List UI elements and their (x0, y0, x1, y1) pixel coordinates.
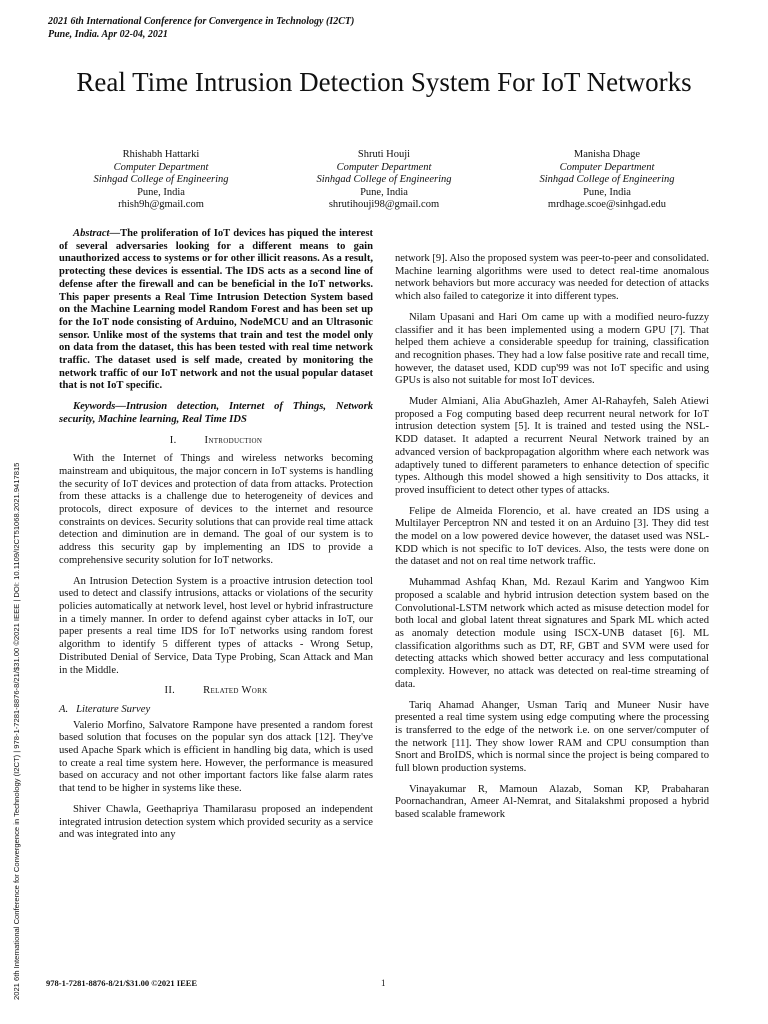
footer-isbn: 978-1-7281-8876-8/21/$31.00 ©2021 IEEE (46, 978, 198, 988)
paragraph: Nilam Upasani and Hari Om came up with a modified neuro-fuzzy classifier and it has been implemented using a modern GPU [7]. That helped them achieve a considerable speedup for training, classification and recognition phases. They had a low false positive rate and recall time, however, the dataset used, KDD cup'99 was not IoT specific and using GPUs is also not suitable for most IoT devices. (395, 311, 709, 387)
section-heading-introduction (59, 435, 373, 448)
author-block (50, 149, 718, 212)
author-college: Sinhgad College of Engineering (539, 174, 675, 185)
author-name: Manisha Dhage (573, 149, 641, 160)
author-department: Computer Department (336, 161, 432, 173)
right-column (395, 253, 709, 830)
paragraph: Muhammad Ashfaq Khan, Md. Rezaul Karim and Yangwoo Kim proposed a scalable and hybrid intrusion detection system based on the Convolutional-LSTM network which acted as misuse detection model for both local and global latent threat signatures and Spark ML which acted as anomaly detection module using ISCX-UNB dataset [6]. ML classification algorithms such as DT, RF, GBT and SVM were used for detecting attacks which showed better accuracy and less computational complexity. However, no attack was detected on real-time streaming of data. (395, 577, 709, 690)
conference-header (48, 15, 354, 41)
author-email[interactable]: rhish9h@gmail.com (118, 199, 204, 210)
left-column (59, 228, 373, 850)
paragraph: Shiver Chawla, Geethapriya Thamilarasu proposed an independent integrated intrusion detection system which provided security as a service and was integrated into any (59, 803, 373, 841)
paragraph: Tariq Ahamad Ahanger, Usman Tariq and Muneer Nusir have presented a real time system using edge computing where the processing is transferred to the edge of the network i.e. on one server/computer of the network [11]. They show lower RAM and CPU consumption than Snort and BroIDS, which is normal since the project is being compared to full blown production systems. (395, 699, 709, 775)
keywords: Keywords—Intrusion detection, Internet of Things, Network security, Machine learning, Real Time IDS (59, 401, 373, 425)
section-title: Related Work (203, 685, 268, 697)
conference-name: 2021 6th International Conference for Convergence in Technology (I2CT) (48, 16, 355, 27)
author-department: Computer Department (113, 161, 209, 173)
side-doi-stamp: 2021 6th International Conference for Convergence in Technology (I2CT) | 978-1-7281-8876-8/21/$31.00 ©2021 IEEE | DOI: 10.1109/I2CT51068.2021.9417815 (12, 462, 21, 1000)
author-name: Shruti Houji (357, 149, 411, 160)
abstract-text: —The proliferation of IoT devices has piqued the interest of several adversaries looking for a different means to gain unauthorized access to systems or for other illicit reasons. As a result, protecting these devices is essential. The IDS acts as a second line of defense after the firewall and can be beneficial in the IoT networks. This paper presents a Real Time Intrusion Detection System based on the Machine Learning model Random Forest and has been set up for the IoT node consisting of Arduino, NodeMCU and an Ultrasonic sensor. Unlike most of the systems that train and test the model only on data from the dataset, this has been tested with real time network traffic. The dataset used is self made, created by monitoring the network traffic of our IoT network and not the usual popular dataset that is not IoT specific. (59, 228, 373, 392)
paragraph: Felipe de Almeida Florencio, et al. have created an IDS using a Multilayer Perceptron NN and tested it on an Arduino [3]. They did test the model on a low powered device however, the dataset used was NSL-KDD which is not specific to IoT devices. Also, the tests were done on the dataset and not on real time network traffic. (395, 505, 709, 568)
paragraph: Muder Almiani, Alia AbuGhazleh, Amer Al-Rahayfeh, Saleh Atiewi proposed a Fog computing based deep recurrent neural network for IoT intrusion detection system [5]. It is trained and tested using the NSL-KDD dataset. It adapted a recurrent Neural Network trained by an advanced version of backpropagation algorithm where each network was adaptively tuned to different parameters to enhance detection of specific types. Although this model showed a high sensitivity to Dos attacks, it proved insufficient to detect other types of attacks. (395, 396, 709, 496)
paper-title: Real Time Intrusion Detection System For IoT Networks (76, 67, 692, 97)
subsection-number: A. (59, 703, 69, 715)
author-email[interactable]: mrdhage.scoe@sinhgad.edu (547, 199, 667, 210)
section-title: Introduction (204, 434, 263, 446)
author-city: Pune, India (137, 186, 185, 198)
section-number: I. (169, 434, 177, 446)
abstract-lead: Abstract (73, 228, 110, 239)
paragraph: With the Internet of Things and wireless networks becoming mainstream and ubiquitous, the major concern in IoT systems is handling the security of IoT devices and protection of data from attacks. Protection from these attacks is a challenge due to heterogeneity of devices and protocols, direct exposure of devices to the internet and resource constraints on devices. Security solutions that can provide real time attack detection and diminution are in demand. The goal of our system is to address this security gap by implementing an IDS to provide a comprehensive security solution for IoT networks. (59, 453, 373, 566)
author-department: Computer Department (559, 161, 655, 173)
page-number: 1 (381, 978, 386, 988)
author-city: Pune, India (360, 186, 408, 198)
section-heading-related-work (59, 685, 373, 698)
author-college: Sinhgad College of Engineering (93, 174, 229, 185)
author-1 (50, 149, 272, 212)
author-college: Sinhgad College of Engineering (316, 174, 452, 185)
subsection-title: Literature Survey (76, 703, 151, 715)
author-2 (273, 149, 495, 212)
paragraph: network [9]. Also the proposed system was peer-to-peer and consolidated. Machine learning algorithms were used to detect real-time anomalous network behaviors but more accuracy was needed for detection of attacks which also failed to categorize it into different types. (395, 253, 709, 303)
paragraph: Vinayakumar R, Mamoun Alazab, Soman KP, Prabaharan Poornachandran, Ameer Al-Nemrat, and Sitalakshmi proposed a hybrid based scalable framework (395, 783, 709, 821)
section-number: II. (164, 685, 176, 697)
author-name: Rhishabh Hattarki (122, 149, 200, 160)
subsection-heading (59, 704, 373, 717)
author-3 (496, 149, 718, 212)
abstract (59, 228, 373, 393)
conference-location-date: Pune, India. Apr 02-04, 2021 (48, 29, 168, 40)
author-email[interactable]: shrutihouji98@gmail.com (328, 199, 440, 210)
author-city: Pune, India (583, 186, 631, 198)
paragraph: Valerio Morfino, Salvatore Rampone have presented a random forest based solution that focuses on the popular syn dos attack [12]. They've used Apache Spark which is efficient in handling big data, which is used to create a real time system here. However, the performance is measured based on accuracy and not other important factors like false alarm rates that tend to be higher in systems like these. (59, 719, 373, 795)
paragraph: An Intrusion Detection System is a proactive intrusion detection tool used to detect and classify intrusions, attacks or violations of the security policies automatically at network level, host level or hybrid infrastructure in a timely manner. In order to defend against cyber attacks in IoT, our paper presents a real time IDS for IoT networks using random forest algorithm to identify 5 different types of attacks - Wrong Setup, Distributed Denial of Service, Data Type Probing, Scan Attack and Man in the Middle. (59, 575, 373, 676)
